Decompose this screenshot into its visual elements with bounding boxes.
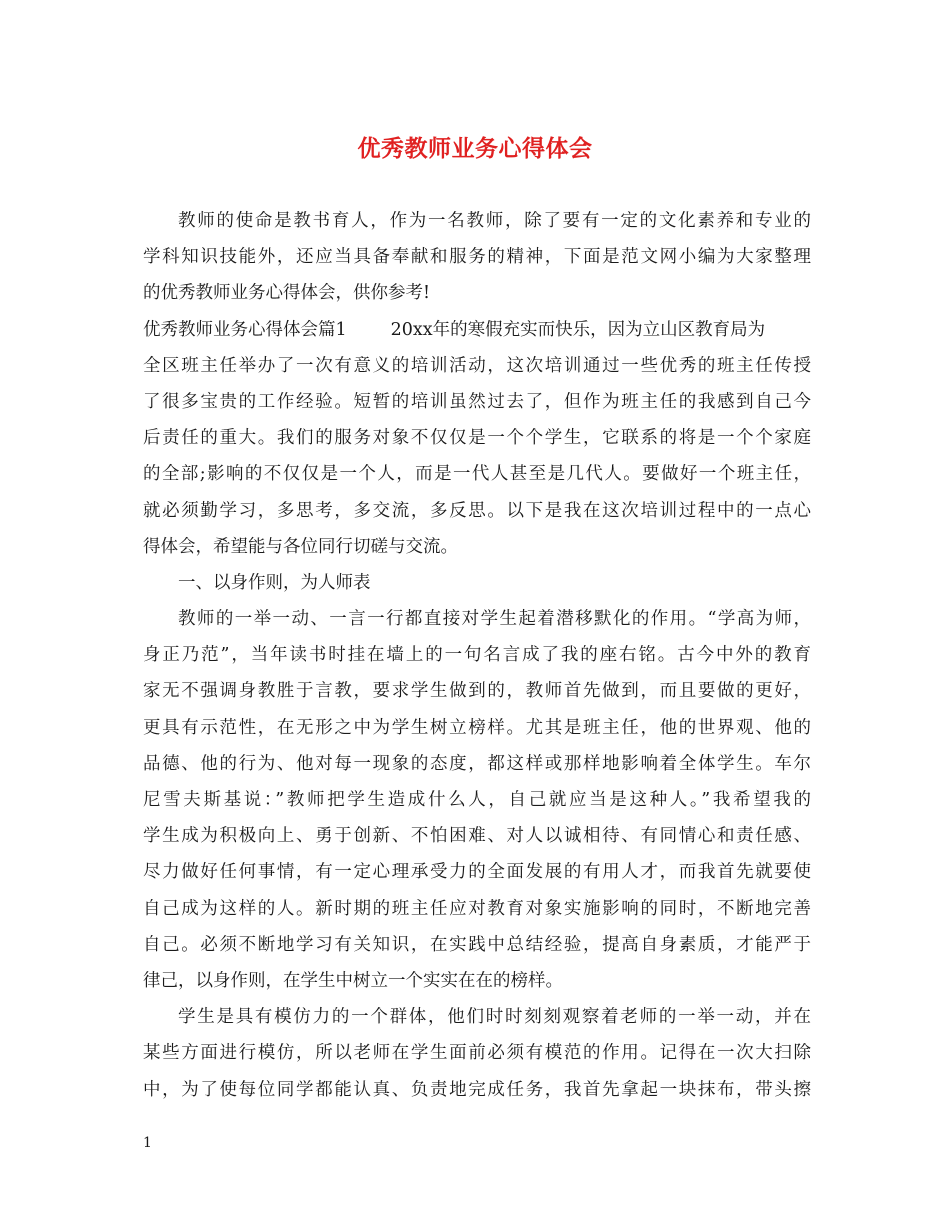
paragraph-line: 全区班主任举办了一次有意义的培训活动，这次培训通过一些优秀的班主任传授 [143, 355, 811, 376]
paragraph-line: 得体会，希望能与各位同行切磋与交流。 [143, 536, 458, 557]
paragraph-line: 后责任的重大。我们的服务对象不仅仅是一个个学生，它联系的将是一个个家庭 [143, 428, 811, 449]
page-number: 1 [143, 1135, 152, 1151]
paragraph-line: 尽力做好任何事情，有一定心理承受力的全面发展的有用人才，而我首先就要使 [143, 862, 811, 883]
paragraph-line: 品德、他的行为、他对每一现象的态度，都这样或那样地影响着全体学生。车尔 [143, 753, 811, 774]
paragraph-line: 尼雪夫斯基说：”教师把学生造成什么人，自己就应当是这种人。”我希望我的 [143, 790, 811, 810]
section-heading-line [143, 312, 811, 348]
paragraph-line: 的全部;影响的不仅仅是一个人，而是一代人甚至是几代人。要做好一个班主任， [143, 464, 811, 485]
paragraph-line: 学科知识技能外，还应当具备奉献和服务的精神，下面是范文网小编为大家整理 [143, 247, 811, 268]
paragraph-line: 了很多宝贵的工作经验。短暂的培训虽然过去了，但作为班主任的我感到自己今 [143, 391, 811, 412]
paragraph-line: 学生是具有模仿力的一个群体，他们时时刻刻观察着老师的一举一动，并在 [178, 1007, 811, 1028]
paragraph-line: 的优秀教师业务心得体会，供你参考! [143, 283, 431, 304]
paragraph-line: 教师的使命是教书育人，作为一名教师，除了要有一定的文化素养和专业的 [178, 211, 811, 231]
section-heading: 优秀教师业务心得体会篇1 [143, 319, 347, 340]
subheading: 一、以身作则，为人师表 [178, 572, 371, 593]
document-body [143, 203, 811, 1108]
paragraph-line: 中，为了使每位同学都能认真、负责地完成任务，我首先拿起一块抹布，带头擦 [143, 1079, 811, 1100]
paragraph-line: 某些方面进行模仿，所以老师在学生面前必须有模范的作用。记得在一次大扫除 [143, 1043, 811, 1064]
document-title: 优秀教师业务心得体会 [357, 135, 593, 162]
paragraph-line: 更具有示范性，在无形之中为学生树立榜样。尤其是班主任，他的世界观、他的 [143, 717, 811, 738]
paragraph-line: 教师的一举一动、一言一行都直接对学生起着潜移默化的作用。“学高为师， [178, 609, 811, 630]
paragraph-line: 自己。必须不断地学习有关知识，在实践中总结经验，提高自身素质，才能严于 [143, 934, 811, 955]
paragraph-line: 律己，以身作则，在学生中树立一个实实在在的榜样。 [143, 970, 563, 991]
section-first-sentence: 20xx年的寒假充实而快乐，因为立山区教育局为 [390, 319, 766, 340]
paragraph-line: 学生成为积极向上、勇于创新、不怕困难、对人以诚相待、有同情心和责任感、 [143, 826, 811, 847]
paragraph-line: 身正乃范”，当年读书时挂在墙上的一句名言成了我的座右铭。古今中外的教育 [143, 645, 811, 666]
paragraph-line: 就必须勤学习，多思考，多交流，多反思。以下是我在这次培训过程中的一点心 [143, 500, 811, 521]
paragraph-line: 家无不强调身教胜于言教，要求学生做到的，教师首先做到，而且要做的更好， [143, 681, 811, 702]
paragraph-line: 自己成为这样的人。新时期的班主任应对教育对象实施影响的同时，不断地完善 [143, 898, 811, 919]
